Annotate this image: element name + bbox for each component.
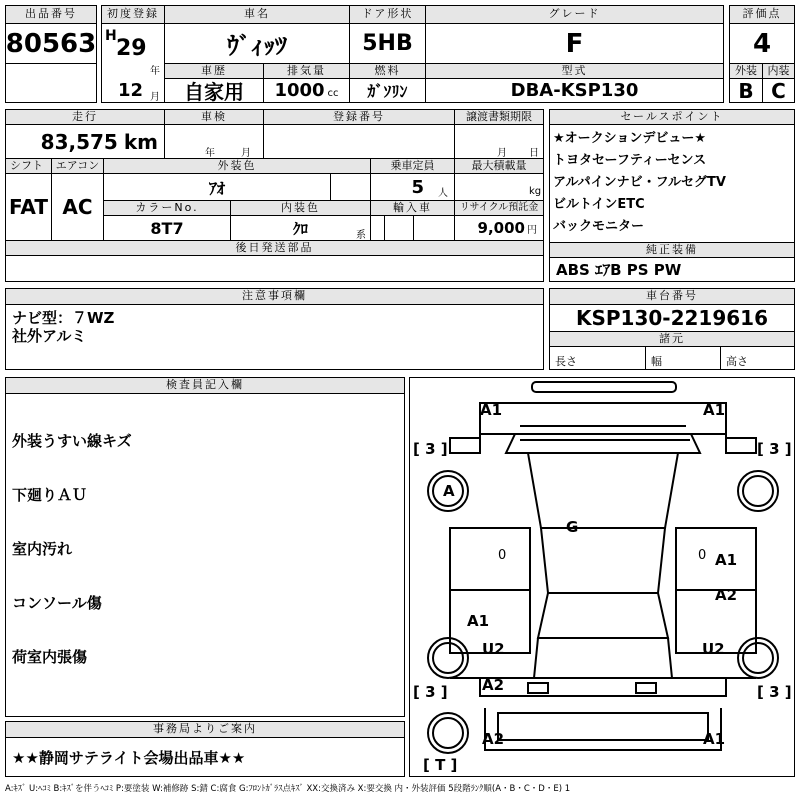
import-cell-b <box>384 215 414 241</box>
transfer-cell <box>454 124 544 159</box>
office-text: ★★静岡サテライト会場出品車★★ <box>5 737 405 777</box>
insp-month-unit: 月 <box>241 148 251 159</box>
sales-line: トヨタセーフティーセンス <box>553 153 707 168</box>
sales-line: ★オークションデビュー★ <box>553 131 707 146</box>
spare-value: T <box>435 756 446 774</box>
history: 自家用 <box>164 78 264 103</box>
caution-line: 社外アルミ <box>12 327 87 345</box>
inspector-label: 検査員記入欄 <box>5 377 405 394</box>
dims-label: 諸元 <box>549 331 795 347</box>
score-label: 評価点 <box>729 5 795 24</box>
lot-blank <box>5 63 97 103</box>
exterior-grade: B <box>729 78 763 103</box>
equipment: ABS ｴｱB PS PW <box>549 257 795 282</box>
damage-diagram <box>409 377 795 777</box>
insp-year-unit: 年 <box>205 148 215 159</box>
cc-unit: cc <box>327 88 339 99</box>
office-label: 事務局よりご案内 <box>5 721 405 738</box>
mark-tire-rl: [ 3 ] <box>413 683 448 701</box>
ext-color-label: 外装色 <box>103 158 371 174</box>
door-type: 5HB <box>349 23 426 64</box>
reg-no-cell <box>263 124 455 159</box>
recycle-label: リサイクル預託金 <box>454 200 544 216</box>
legend: A:ｷｽﾞ U:ﾍｺﾐ B:ｷｽﾞを伴うﾍｺﾐ P:要塗装 W:補修跡 S:錆 C:腐食 G:ﾌﾛﾝﾄｶﾞﾗｽ点ｷｽﾞ XX:交換済み X:要交換 内・外装評価 5段階ﾗﾝｸ順(A・B・C・D・E) 1 <box>5 784 571 794</box>
later-label: 後日発送部品 <box>5 240 544 256</box>
car-name: ｳﾞｨｯﾂ <box>164 23 350 64</box>
transfer-label: 譲渡書類期限 <box>454 109 544 125</box>
mark-wheel-a: A <box>443 482 455 500</box>
mileage: 83,575 <box>40 129 118 154</box>
mark-left-a1: A1 <box>467 612 490 630</box>
km-unit: km <box>123 129 158 154</box>
mark-right-a2: A2 <box>715 586 738 604</box>
int-color-unit: 系 <box>356 230 366 241</box>
length-cell <box>549 346 646 370</box>
recycle-cell <box>454 215 544 241</box>
mark-tire-fr: [ 3 ] <box>757 440 792 458</box>
mark-glass: G <box>566 518 579 536</box>
model: DBA-KSP130 <box>425 78 724 103</box>
inspector-line: 下廻りＡＵ <box>12 486 88 504</box>
mileage-cell <box>5 124 165 159</box>
chassis-label: 車台番号 <box>549 288 795 305</box>
capacity-unit: 人 <box>438 187 448 199</box>
tire-fr-value: 3 <box>769 440 780 458</box>
width-cell <box>645 346 721 370</box>
chassis-number: KSP130-2219616 <box>549 304 795 332</box>
sales-list <box>550 125 794 241</box>
interior-label: 内装 <box>762 63 795 79</box>
car-name-label: 車名 <box>164 5 350 24</box>
mark-spare: [ T ] <box>423 756 458 774</box>
model-label: 型式 <box>425 63 724 79</box>
score: 4 <box>729 23 795 64</box>
later-cell <box>5 255 544 282</box>
fuel-label: 燃料 <box>349 63 426 79</box>
reg-month: 12 <box>118 80 144 101</box>
reg-year: 29 <box>116 36 147 61</box>
capacity-label: 乗車定員 <box>370 158 455 174</box>
mark-front-right: A1 <box>703 401 726 419</box>
mark-right-a1: A1 <box>715 551 738 569</box>
displacement-label: 排気量 <box>263 63 350 79</box>
load-label: 最大積載量 <box>454 158 544 174</box>
displacement-cell <box>263 78 350 103</box>
recycle: 9,000 <box>477 219 525 237</box>
import-cell-a <box>370 215 385 241</box>
ext-color-extra <box>330 173 371 201</box>
inspector-line: 室内汚れ <box>12 540 73 558</box>
inspector-box <box>5 393 405 717</box>
inspection-label: 車検 <box>164 109 264 125</box>
ac-label: エアコン <box>51 158 104 174</box>
mark-rear-left: A2 <box>482 730 505 748</box>
length-label: 長さ <box>555 355 577 368</box>
inspector-line: コンソール傷 <box>12 594 102 612</box>
mark-left-a2: A2 <box>482 676 505 694</box>
height-cell <box>720 346 795 370</box>
month-unit: 月 <box>150 92 160 103</box>
ac: AC <box>51 173 104 241</box>
inspector-lines <box>6 394 404 706</box>
recycle-unit: 円 <box>527 224 537 236</box>
mark-zero-left: 0 <box>498 548 507 563</box>
mileage-label: 走行 <box>5 109 165 125</box>
caution-label: 注意事項欄 <box>5 288 544 305</box>
mark-tire-fl: [ 3 ] <box>413 440 448 458</box>
interior-grade: C <box>762 78 795 103</box>
inspection-cell <box>164 124 264 159</box>
load-unit: kg <box>529 186 542 197</box>
year-unit: 年 <box>150 66 160 77</box>
mark-front-left: A1 <box>480 401 503 419</box>
caution-line: ナビ型：７WZ <box>12 309 115 327</box>
tire-rr-value: 3 <box>769 683 780 701</box>
mark-zero-right: 0 <box>698 548 707 563</box>
ext-color: ｱｵ <box>103 173 331 201</box>
height-label: 高さ <box>726 355 748 368</box>
int-color-label: 内装色 <box>230 200 371 216</box>
era: H <box>105 28 117 44</box>
color-no-label: カラーNo. <box>103 200 231 216</box>
fuel: ｶﾞｿﾘﾝ <box>349 78 426 103</box>
width-label: 幅 <box>651 355 662 368</box>
caution-lines <box>6 305 543 349</box>
mark-rear-right: A1 <box>703 730 726 748</box>
mark-right-u2: U2 <box>702 640 725 658</box>
lot-number: 80563 <box>5 23 97 64</box>
equipment-label: 純正装備 <box>549 242 795 258</box>
history-label: 車歴 <box>164 63 264 79</box>
displacement: 1000 <box>274 80 325 101</box>
door-label: ドア形状 <box>349 5 426 24</box>
load-cell <box>454 173 544 201</box>
sales-line: バックモニター <box>553 219 645 234</box>
inspector-line: 外装うすい線キズ <box>12 432 132 450</box>
exterior-label: 外装 <box>729 63 763 79</box>
int-color: ｸﾛ <box>292 219 308 238</box>
sales-box <box>549 124 795 243</box>
tire-fl-value: 3 <box>425 440 436 458</box>
reg-no-label: 登録番号 <box>263 109 455 125</box>
capacity: 5 <box>411 176 424 198</box>
grade-label: グレード <box>425 5 724 24</box>
sales-label: セールスポイント <box>549 109 795 125</box>
import-cell-c <box>413 215 455 241</box>
sales-line: ビルトインETC <box>553 197 645 212</box>
mark-tire-rr: [ 3 ] <box>757 683 792 701</box>
mark-left-u2: U2 <box>482 640 505 658</box>
first-reg-label: 初度登録 <box>101 5 165 24</box>
inspector-line: 荷室内張傷 <box>12 648 88 666</box>
first-reg-box <box>101 23 165 103</box>
tire-rl-value: 3 <box>425 683 436 701</box>
grade: F <box>425 23 724 64</box>
car-outline <box>410 378 796 778</box>
capacity-cell <box>370 173 455 201</box>
int-color-cell <box>230 215 371 241</box>
caution-box <box>5 304 544 370</box>
color-no: 8T7 <box>103 215 231 241</box>
sales-line: アルパインナビ・フルセグTV <box>553 175 726 190</box>
lot-label: 出品番号 <box>5 5 97 24</box>
transfer-day-unit: 日 <box>529 148 539 159</box>
shift: FAT <box>5 173 52 241</box>
transfer-month-unit: 月 <box>497 148 507 159</box>
import-label: 輸入車 <box>370 200 455 216</box>
shift-label: シフト <box>5 158 52 174</box>
